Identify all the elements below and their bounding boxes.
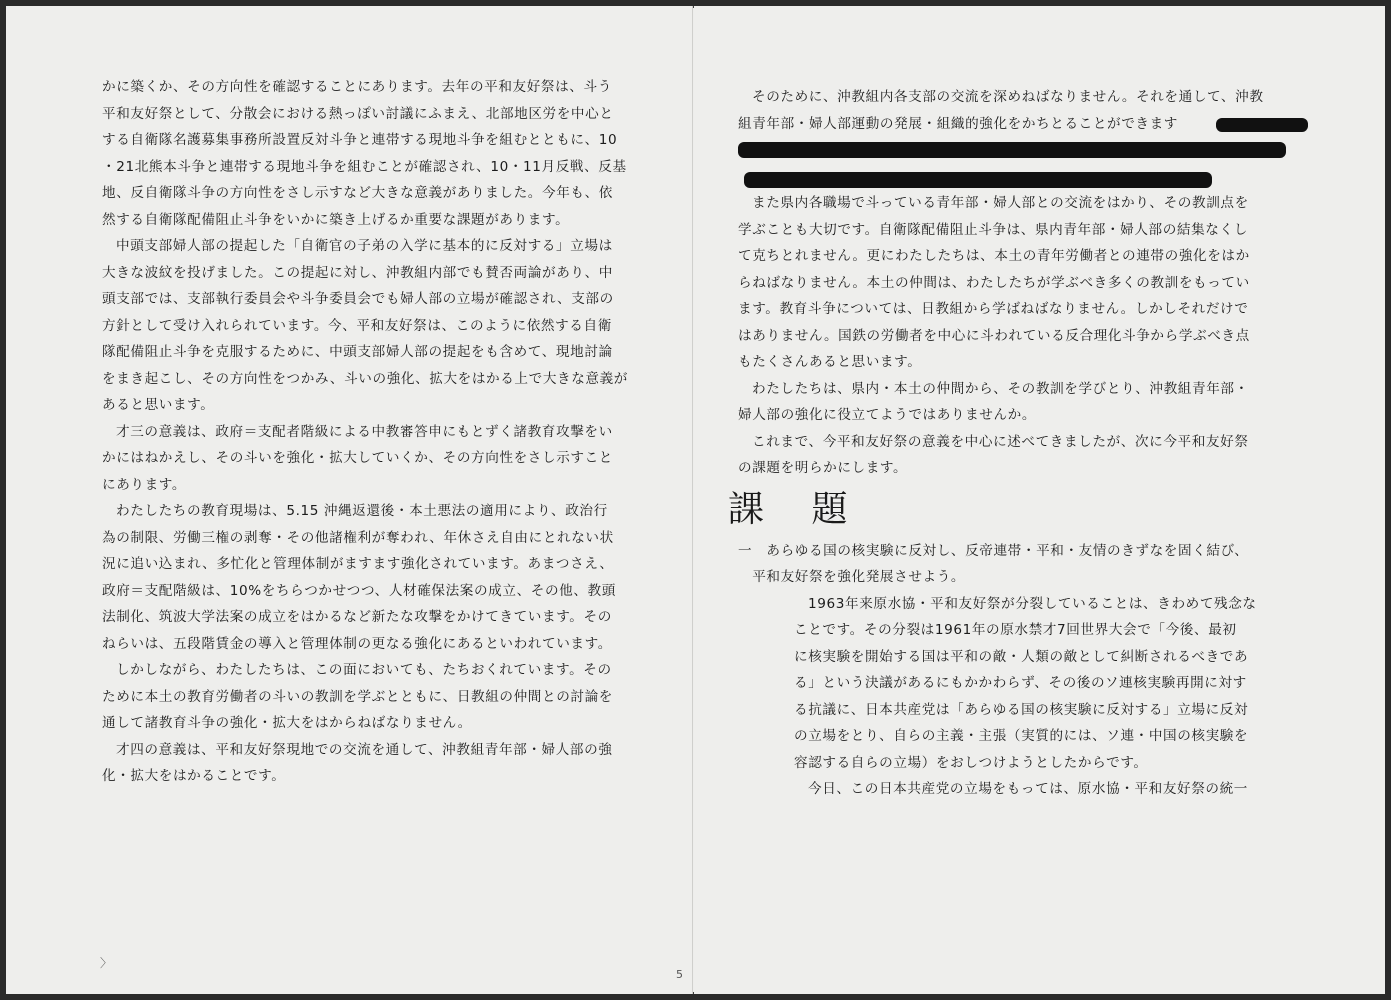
text-line: 頭支部では、支部執行委員会や斗争委員会でも婦人部の立場が確認され、支部の xyxy=(102,291,614,307)
list-item-line: 一 あらゆる国の核実験に反対し、反帝連帯・平和・友情のきずなを固く結び、 xyxy=(738,542,1249,559)
text-line: 地、反自衛隊斗争の方向性をさし示すなど大きな意義がありました。今年も、依 xyxy=(102,185,613,201)
text-line: の課題を明らかにします。 xyxy=(738,460,908,476)
redacted-line xyxy=(738,137,1298,164)
text-line: 今日、この日本共産党の立場をもっては、原水協・平和友好祭の統一 xyxy=(808,781,1249,797)
redaction-bar xyxy=(1216,118,1308,132)
right-page-text xyxy=(728,84,1298,803)
text-line: 法制化、筑波大学法案の成立をはかるなど新たな攻撃をかけてきています。その xyxy=(102,609,612,625)
text-line: をまき起こし、その方向性をつかみ、斗いの強化、拡大をはかる上で大きな意義が xyxy=(102,370,628,387)
text-line: ます。教育斗争については、日教組から学ばねばなりません。しかしそれだけで xyxy=(738,301,1249,317)
text-line: 婦人部の強化に役立てようではありませんか。 xyxy=(738,407,1037,423)
text-line: ・21北熊本斗争と連帯する現地斗争を組むことが確認され、10・11月反戦、反基 xyxy=(102,158,627,175)
text-line: て克ちとれません。更にわたしたちは、本土の青年労働者との連帯の強化をはか xyxy=(738,248,1250,264)
section-heading: 課 題 xyxy=(728,488,866,530)
text-line: もたくさんあると思います。 xyxy=(738,354,922,370)
text-line: わたしたちは、県内・本土の仲間から、その教訓を学びとり、沖教組青年部・ xyxy=(752,380,1249,397)
list-item-line: 平和友好祭を強化発展させよう。 xyxy=(738,569,966,585)
left-page xyxy=(6,6,693,994)
document-spread xyxy=(6,6,1385,994)
text-line: 隊配備阻止斗争を克服するために、中頭支部婦人部の提起をも含めて、現地討論 xyxy=(102,344,613,360)
text-line: そのために、沖教組内各支部の交流を深めねばなりません。それを通して、沖教 xyxy=(752,89,1264,105)
text-line: らねばなりません。本土の仲間は、わたしたちが学ぶべき多くの教訓をもってい xyxy=(738,274,1250,291)
text-line: ことです。その分裂は1961年の原水禁才7回世界大会で「今後、最初 xyxy=(794,622,1237,638)
text-line: かにはねかえし、その斗いを強化・拡大していくか、その方向性をさし示すこと xyxy=(102,450,613,466)
text-line: しかしながら、わたしたちは、この面においても、たちおくれています。その xyxy=(116,662,612,678)
text-line-with-redaction xyxy=(738,111,1298,138)
text-line: 方針として受け入れられています。今、平和友好祭は、このように依然する自衛 xyxy=(102,317,612,334)
text-line: る」という決議があるにもかかわらず、その後のソ連核実験再開に対す xyxy=(794,675,1247,691)
redacted-line xyxy=(738,164,1298,191)
redaction-bar xyxy=(738,142,1286,158)
text-line: ために本土の教育労働者の斗いの教訓を学ぶとともに、日教組の仲間との討論を xyxy=(102,688,613,705)
text-line: はありません。国鉄の労働者を中心に斗われている反合理化斗争から学ぶべき点 xyxy=(738,327,1250,344)
text-line: わたしたちの教育現場は、5.15 沖縄返還後・本土悪法の適用により、政治行 xyxy=(116,503,608,519)
text-line: あると思います。 xyxy=(102,397,215,413)
right-page xyxy=(694,6,1385,994)
text-line: ねらいは、五段階賃金の導入と管理体制の更なる強化にあるといわれています。 xyxy=(102,635,612,652)
redaction-bar xyxy=(744,172,1212,188)
text-line: これまで、今平和友好祭の意義を中心に述べてきましたが、次に今平和友好祭 xyxy=(752,433,1249,450)
text-line: 通して諸教育斗争の強化・拡大をはからねばなりません。 xyxy=(102,715,472,731)
text-line: 政府＝支配階級は、10%をちらつかせつつ、人材確保法案の成立、その他、教頭 xyxy=(102,582,616,599)
margin-mark: 〉 xyxy=(100,956,113,970)
text-line: る抗議に、日本共産党は「あらゆる国の核実験に反対する」立場に反対 xyxy=(794,701,1249,718)
text-line: 為の制限、労働三権の剥奪・その他諸権利が奪われ、年休さえ自由にとれない状 xyxy=(102,529,614,546)
text-line: 化・拡大をはかることです。 xyxy=(102,768,286,784)
text-line: 平和友好祭として、分散会における熱っぽい討議にふまえ、北部地区労を中心と xyxy=(102,105,614,122)
text-line: 才三の意義は、政府＝支配者階級による中教審答申にもとずく諸教育攻撃をい xyxy=(116,423,613,440)
text-line: にあります。 xyxy=(102,476,187,493)
text-line: また県内各職場で斗っている青年部・婦人部との交流をはかり、その教訓点を xyxy=(752,195,1249,211)
text-line: 学ぶことも大切です。自衛隊配備阻止斗争は、県内青年部・婦人部の結集なくし xyxy=(738,221,1248,238)
text-line: 況に追い込まれ、多忙化と管理体制がますます強化されています。あまつさえ、 xyxy=(102,556,614,572)
text-line: 中頭支部婦人部の提起した「自衛官の子弟の入学に基本的に反対する」立場は xyxy=(116,238,613,254)
text-line: の立場をとり、自らの主義・主張（実質的には、ソ連・中国の核実験を xyxy=(794,728,1249,744)
text-line: 容認する自らの立場）をおしつけようとしたからです。 xyxy=(794,754,1148,771)
text-line: に核実験を開始する国は平和の敵・人類の敵として糾断されるべきであ xyxy=(794,648,1249,665)
text-line: かに築くか、その方向性を確認することにあります。去年の平和友好祭は、斗う xyxy=(102,79,612,95)
text-line: 組青年部・婦人部運動の発展・組織的強化をかちとることができます xyxy=(738,115,1179,132)
text-line: 然する自衛隊配備阻止斗争をいかに築き上げるか重要な課題があります。 xyxy=(102,211,570,228)
text-line: 大きな波紋を投げました。この提起に対し、沖教組内部でも賛否両論があり、中 xyxy=(102,264,613,281)
page-number: 5 xyxy=(676,968,683,981)
left-page-text xyxy=(102,74,662,790)
text-line: 才四の意義は、平和友好祭現地での交流を通して、沖教組青年部・婦人部の強 xyxy=(116,741,613,758)
text-line: 1963年来原水協・平和友好祭が分裂していることは、きわめて残念な xyxy=(808,595,1257,612)
text-line: する自衛隊名護募集事務所設置反対斗争と連帯する現地斗争を組むとともに、10 xyxy=(102,132,618,148)
